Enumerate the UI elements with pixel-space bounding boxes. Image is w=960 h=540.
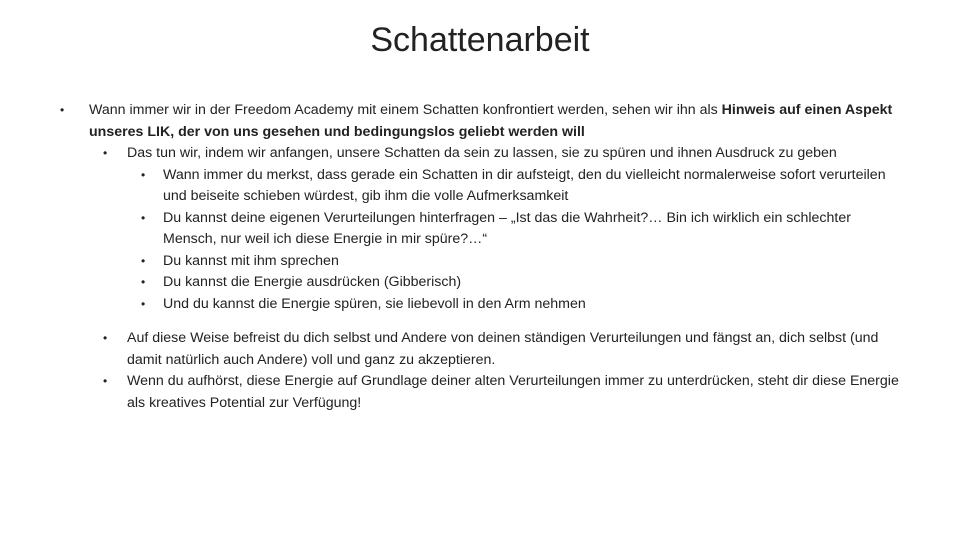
bullet-point-subsub	[141, 208, 900, 251]
bullet-list-level-3	[60, 165, 900, 316]
bullet-text: Auf diese Weise befreist du dich selbst und Andere von deinen ständigen Verurteilungen und fängst an, dich selbst (und damit natürlich auch Andere) voll und ganz zu akzeptieren.	[127, 330, 879, 368]
bullet-icon: •	[103, 374, 108, 388]
bullet-icon: •	[60, 103, 65, 117]
bullet-point-subsub	[141, 294, 900, 316]
bullet-icon: •	[141, 167, 146, 182]
bullet-text: Du kannst die Energie ausdrücken (Gibberisch)	[163, 274, 462, 290]
bullet-text: Du kannst deine eigenen Verurteilungen hinterfragen – „Ist das die Wahrheit?… Bin ich wirklich ein schlechter Mensch, nur weil ich diese Energie in mir spüre?…“	[163, 209, 851, 247]
bullet-icon: •	[141, 210, 146, 225]
bullet-point-main	[60, 100, 900, 143]
bullet-point-closing	[103, 328, 900, 371]
bullet-text-bold-a: Hinweis	[721, 102, 776, 118]
bullet-list-level-2	[60, 143, 900, 165]
bullet-point-sub	[103, 143, 900, 165]
bullet-icon: •	[141, 275, 146, 289]
bullet-text: Wenn du aufhörst, diese Energie auf Grundlage deiner alten Verurteilungen immer zu unterdrücken, steht dir diese Energie als kreatives Potential zur Verfügung!	[127, 373, 899, 411]
bullet-point-subsub	[141, 165, 900, 208]
bullet-text: Wann immer du merkst, dass gerade ein Schatten in dir aufsteigt, den du vielleicht normalerweise sofort verurteilen und beiseite schieben würdest, gib ihm die volle Aufmerksamkeit	[163, 166, 886, 204]
bullet-text: Du kannst mit ihm sprechen	[163, 252, 339, 269]
list-spacer	[60, 315, 900, 328]
bullet-text: Das tun wir, indem wir anfangen, unsere Schatten da sein zu lassen, sie zu spüren und ihnen Ausdruck zu geben	[127, 145, 837, 161]
bullet-text-lead: Wann immer wir in der Freedom Academy mit einem Schatten konfrontiert werden, sehen wir ihn als	[89, 102, 722, 118]
bullet-point-subsub	[141, 272, 900, 294]
bullet-icon: •	[141, 296, 146, 311]
bullet-icon: •	[103, 146, 108, 160]
bullet-icon: •	[103, 331, 108, 345]
bullet-text: Und du kannst die Energie spüren, sie liebevoll in den Arm nehmen	[163, 295, 586, 312]
bullet-point-closing	[103, 371, 900, 414]
slide-content	[60, 100, 900, 414]
bullet-icon: •	[141, 253, 146, 268]
slide-title: Schattenarbeit	[370, 21, 590, 59]
bullet-text-bold-b: auf einen Aspekt unseres LIK, der von uns gesehen und bedingungslos geliebt werden will	[89, 102, 893, 140]
bullet-point-subsub	[141, 251, 900, 273]
bullet-list-level-1	[60, 100, 900, 143]
bullet-list-level-2-closing	[60, 328, 900, 414]
